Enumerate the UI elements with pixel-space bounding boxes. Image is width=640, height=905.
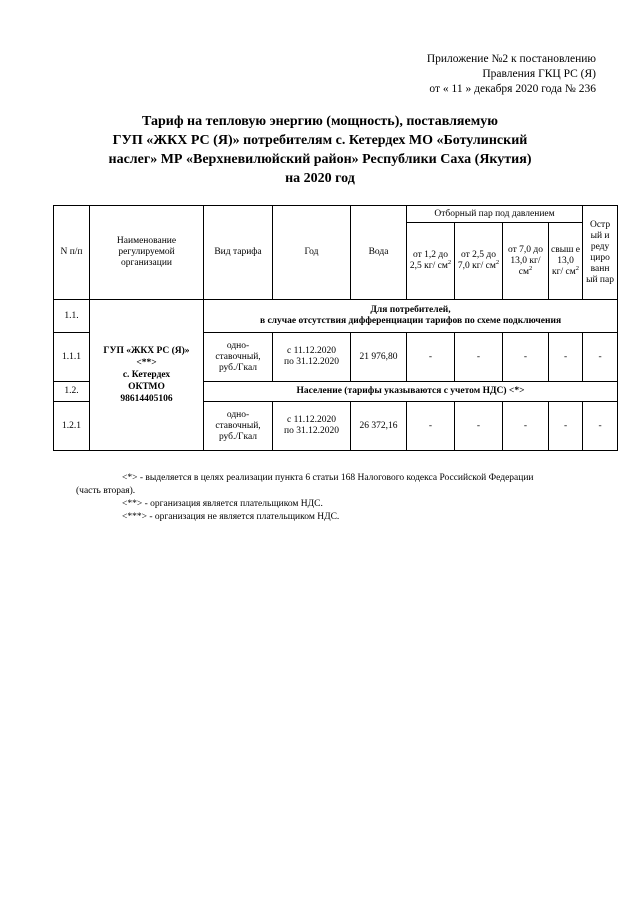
year-cell bbox=[273, 402, 351, 451]
year-to: по 31.12.2020 bbox=[284, 357, 339, 367]
appendix-line: Приложение №2 к постановлению bbox=[426, 53, 596, 65]
oktmo-code: 98614405106 bbox=[120, 394, 173, 404]
row-num: 1.2.1 bbox=[54, 402, 90, 451]
header-steam-3: от 7,0 до 13,0 кг/ $см^2$ bbox=[503, 223, 549, 300]
steam-value: - bbox=[503, 333, 549, 382]
row-num: 1.1. bbox=[54, 300, 90, 333]
footnote: <*> - выделяется в целях реализации пункта 6 статьи 168 Налогового кодекса Российской Федерации bbox=[122, 473, 534, 483]
steam-value: - bbox=[549, 333, 583, 382]
header-num: N п/п bbox=[54, 206, 90, 300]
header-year: Год bbox=[273, 206, 351, 300]
sharp-steam-value: - bbox=[583, 333, 618, 382]
appendix-line: Правления ГКЦ РС (Я) bbox=[482, 68, 596, 80]
footnote: <**> - организация является плательщиком НДС. bbox=[122, 499, 323, 509]
footnote-continuation: (часть вторая). bbox=[76, 486, 136, 496]
footnote: <***> - организация не является плательщиком НДС. bbox=[122, 512, 340, 522]
title-line: на 2020 год bbox=[285, 171, 355, 186]
title-line: наслег» МР «Верхневилюйский район» Республики Саха (Якутия) bbox=[108, 152, 532, 167]
water-value: 21 976,80 bbox=[351, 333, 407, 382]
document-title bbox=[60, 112, 580, 188]
year-to: по 31.12.2020 bbox=[284, 426, 339, 436]
row-num: 1.2. bbox=[54, 382, 90, 402]
title-line: Тариф на тепловую энергию (мощность), поставляемую bbox=[142, 114, 498, 129]
steam-value: - bbox=[407, 402, 455, 451]
header-steam-2: от 2,5 до 7,0 кг/ $см^2$ bbox=[455, 223, 503, 300]
group-header bbox=[204, 300, 618, 333]
header-sharp-steam: Остр ый и реду циро ванн ый пар bbox=[583, 206, 618, 300]
appendix-header bbox=[276, 52, 596, 97]
oktmo-label: ОКТМО bbox=[128, 382, 165, 392]
sharp-steam-value: - bbox=[583, 402, 618, 451]
header-steam-1: от 1,2 до 2,5 кг/ $см^2$ bbox=[407, 223, 455, 300]
tariff-table bbox=[53, 205, 618, 451]
water-value: 26 372,16 bbox=[351, 402, 407, 451]
steam-value: - bbox=[549, 402, 583, 451]
header-tariff-type: Вид тарифа bbox=[204, 206, 273, 300]
tariff-type-cell: одно- ставочный, руб./Гкал bbox=[204, 402, 273, 451]
org-place: с. Кетердех bbox=[122, 370, 171, 380]
header-steam-4: свыш е 13,0 кг/ $см^2$ bbox=[549, 223, 583, 300]
table-row bbox=[54, 300, 618, 333]
header-water: Вода bbox=[351, 206, 407, 300]
appendix-line: от « 11 » декабря 2020 года № 236 bbox=[429, 83, 596, 95]
steam-value: - bbox=[455, 402, 503, 451]
header-steam-group: Отборный пар под давлением bbox=[407, 206, 583, 223]
row-num: 1.1.1 bbox=[54, 333, 90, 382]
org-name: ГУП «ЖКХ РС (Я)» bbox=[103, 346, 190, 356]
steam-value: - bbox=[455, 333, 503, 382]
group-line: в случае отсутствия дифференциации тарифов по схеме подключения bbox=[259, 316, 562, 326]
footnotes bbox=[76, 472, 604, 524]
title-line: ГУП «ЖКХ РС (Я)» потребителям с. Кетердех МО «Ботулинский bbox=[112, 133, 528, 148]
org-cell bbox=[90, 300, 204, 451]
year-from: с 11.12.2020 bbox=[287, 346, 336, 356]
year-cell bbox=[273, 333, 351, 382]
steam-value: - bbox=[503, 402, 549, 451]
group-line: Для потребителей, bbox=[370, 305, 451, 315]
group-header: Население (тарифы указываются с учетом НДС) <*> bbox=[204, 382, 618, 402]
org-mark: <**> bbox=[136, 358, 157, 368]
steam-value: - bbox=[407, 333, 455, 382]
header-org: Наименование регулируемой организации bbox=[90, 206, 204, 300]
tariff-type-cell: одно- ставочный, руб./Гкал bbox=[204, 333, 273, 382]
header-row bbox=[54, 206, 618, 223]
year-from: с 11.12.2020 bbox=[287, 415, 336, 425]
